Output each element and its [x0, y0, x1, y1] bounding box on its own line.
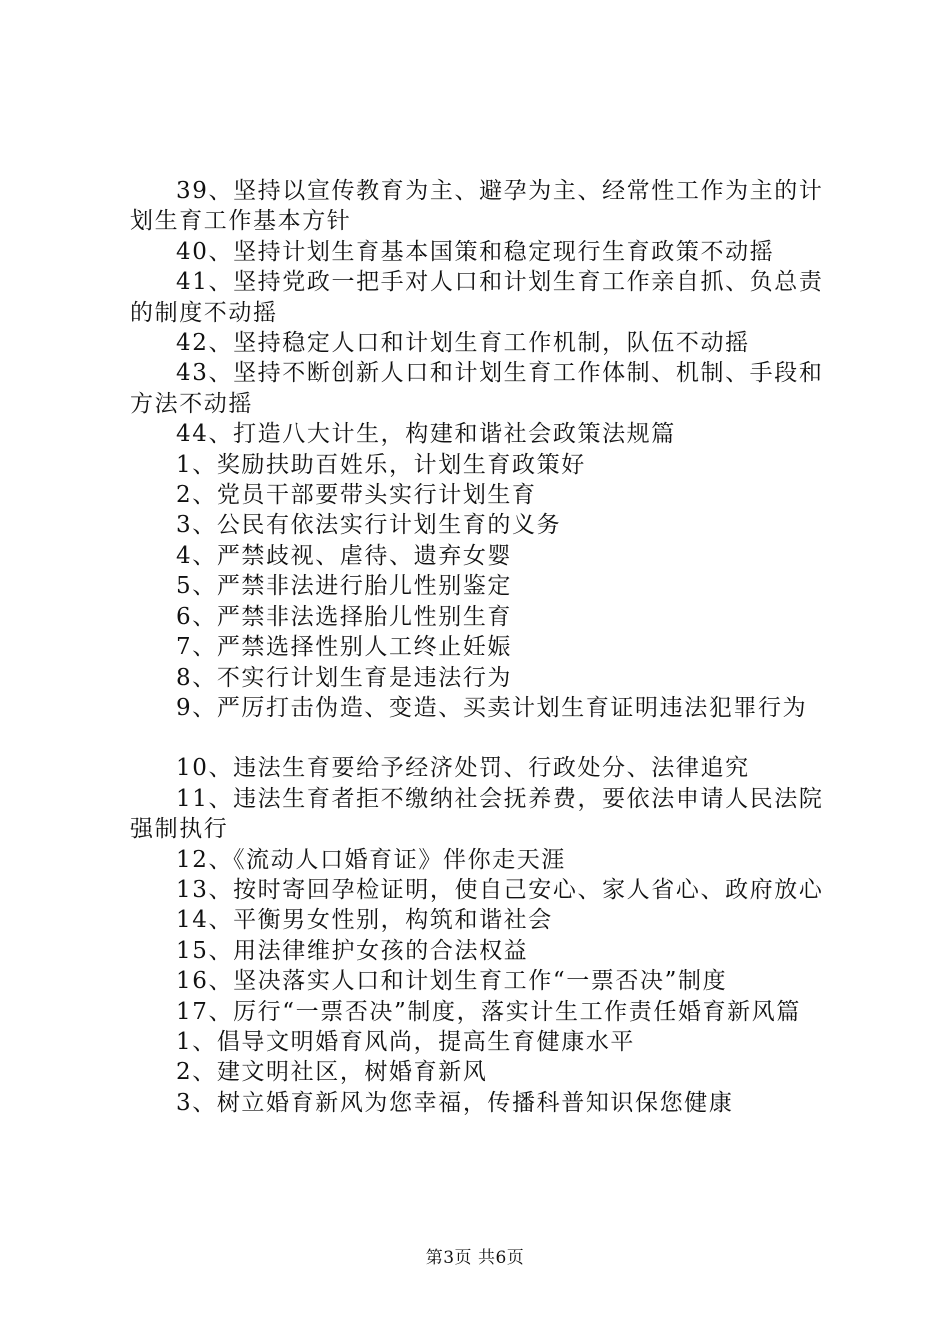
policy-item-16: 16、坚决落实人口和计划生育工作“一票否决”制度 — [176, 968, 728, 995]
policy-item-12: 12、《流动人口婚育证》伴你走天涯 — [176, 846, 566, 873]
policy-item-3: 3、公民有依法实行计划生育的义务 — [176, 512, 562, 539]
policy-item-7: 7、严禁选择性别人工终止妊娠 — [176, 634, 513, 661]
policy-item-8: 8、不实行计划生育是违法行为 — [176, 664, 513, 691]
paragraph-spacer — [130, 723, 832, 753]
custom-item-3: 3、树立婚育新风为您幸福，传播科普知识保您健康 — [176, 1089, 734, 1116]
paragraph-44: 44、打造八大计生，构建和谐社会政策法规篇 — [176, 421, 676, 448]
policy-item-10: 10、违法生育要给予经济处罚、行政处分、法律追究 — [176, 755, 750, 782]
document-body — [130, 176, 832, 1118]
custom-item-2: 2、建文明社区，树婚育新风 — [176, 1059, 488, 1086]
paragraph-39: 39、坚持以宣传教育为主、避孕为主、经常性工作为主的计划生育工作基本方针 — [130, 178, 824, 235]
policy-item-11: 11、违法生育者拒不缴纳社会抚养费，要依法申请人民法院强制执行 — [130, 785, 824, 843]
paragraph-41: 41、坚持党政一把手对人口和计划生育工作亲自抓、负总责的制度不动摇 — [130, 269, 824, 326]
paragraph-43: 43、坚持不断创新人口和计划生育工作体制、机制、手段和方法不动摇 — [130, 360, 824, 417]
policy-item-13: 13、按时寄回孕检证明，使自己安心、家人省心、政府放心 — [176, 876, 824, 903]
policy-item-2: 2、党员干部要带头实行计划生育 — [176, 482, 537, 509]
policy-item-17: 17、厉行“一票否决”制度，落实计生工作责任婚育新风篇 — [176, 998, 801, 1025]
policy-item-1: 1、奖励扶助百姓乐，计划生育政策好 — [176, 451, 586, 478]
custom-item-1: 1、倡导文明婚育风尚，提高生育健康水平 — [176, 1028, 636, 1055]
paragraph-40: 40、坚持计划生育基本国策和稳定现行生育政策不动摇 — [176, 238, 775, 265]
page-footer: 第3页 共6页 — [425, 1248, 525, 1268]
policy-item-9: 9、严厉打击伪造、变造、买卖计划生育证明违法犯罪行为 — [176, 694, 808, 721]
policy-item-5: 5、严禁非法进行胎儿性别鉴定 — [176, 573, 513, 600]
policy-item-15: 15、用法律维护女孩的合法权益 — [176, 937, 529, 964]
policy-item-14: 14、平衡男女性别，构筑和谐社会 — [176, 907, 553, 934]
paragraph-42: 42、坚持稳定人口和计划生育工作机制，队伍不动摇 — [176, 330, 750, 357]
policy-item-6: 6、严禁非法选择胎儿性别生育 — [176, 603, 513, 630]
policy-item-4: 4、严禁歧视、虐待、遗弃女婴 — [176, 542, 513, 569]
